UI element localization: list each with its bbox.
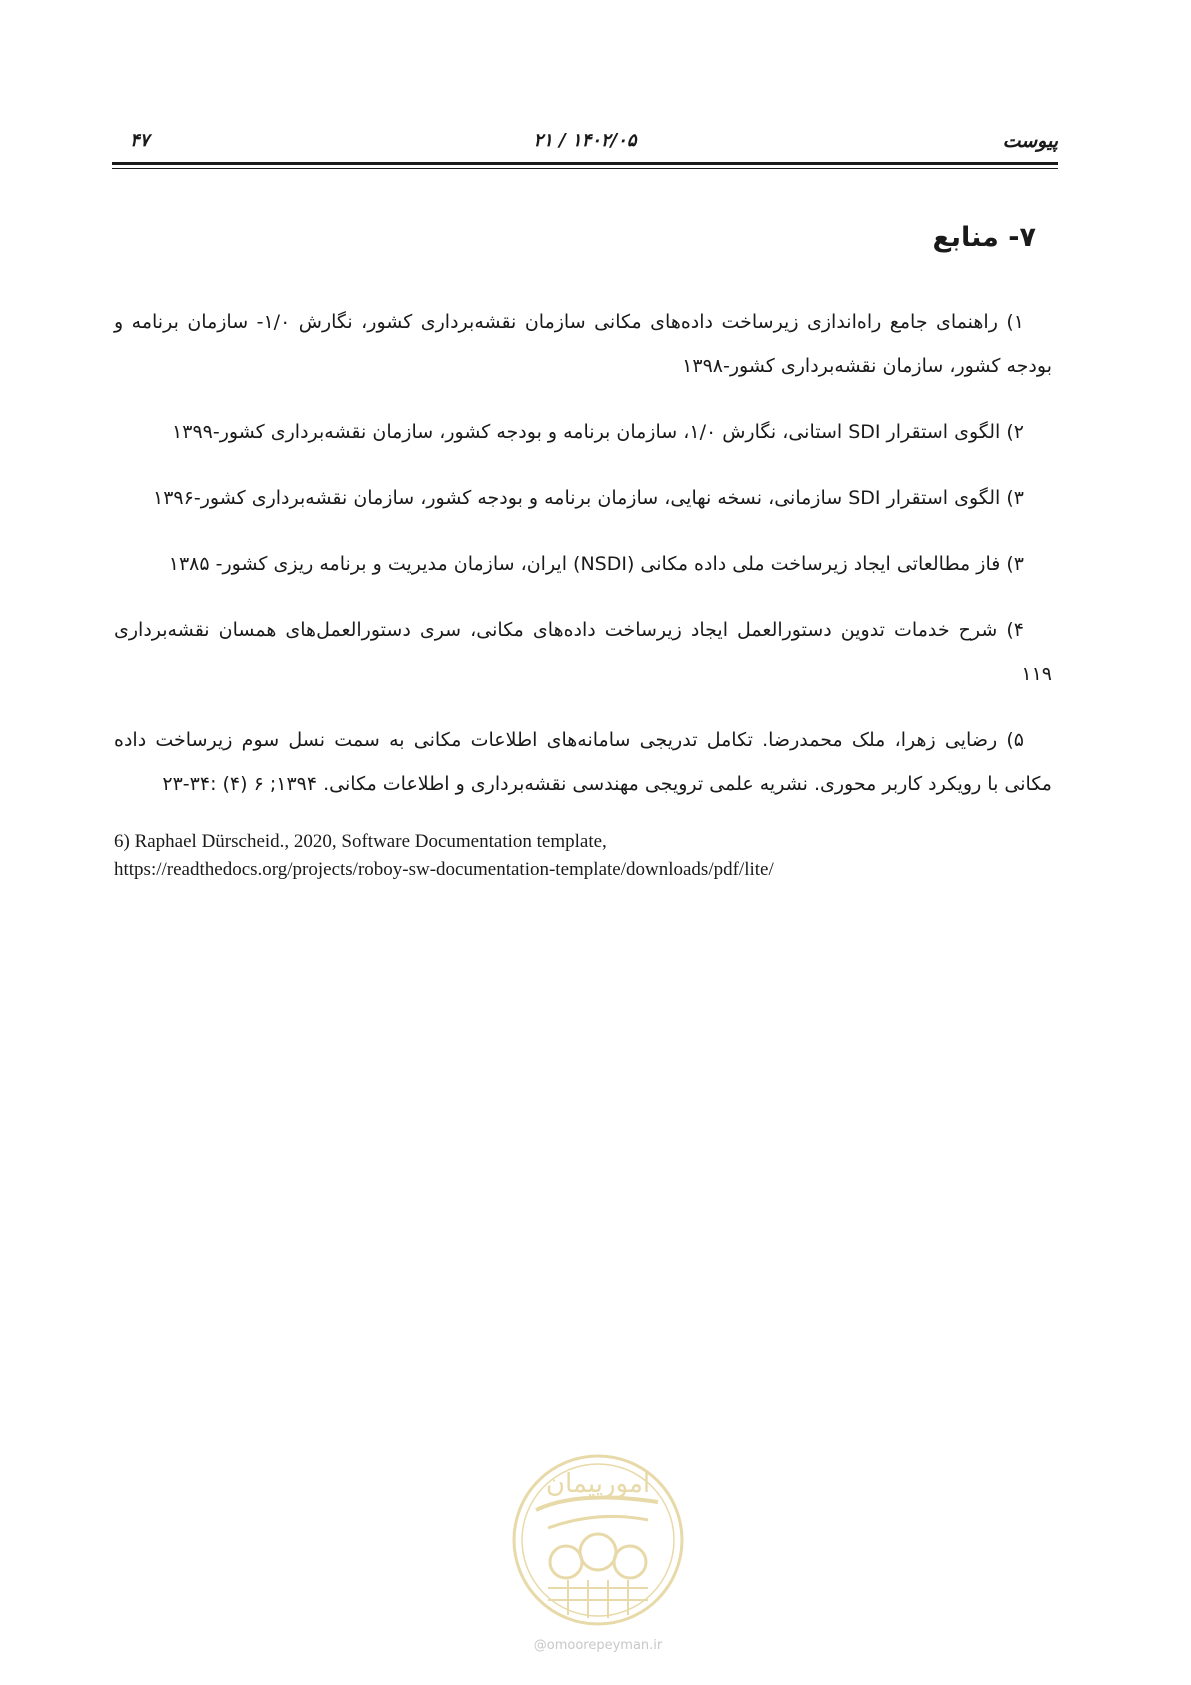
header-divider-thin bbox=[112, 168, 1058, 169]
header-divider-thick bbox=[112, 162, 1058, 165]
reference-item: ۱) راهنمای جامع راه‌اندازی زیرساخت داده‌های مکانی سازمان نقشه‌برداری کشور، نگارش ۱/۰- سازمان برنامه و بودجه کشور، سازمان نقشه‌برداری کشور-۱۳۹۸ bbox=[114, 311, 1052, 377]
page-header bbox=[112, 130, 1058, 160]
reference-item: ۲) الگوی استقرار SDI استانی، نگارش ۱/۰، سازمان برنامه و بودجه کشور، سازمان نقشه‌برداری کشور-۱۳۹۹ bbox=[172, 421, 1024, 443]
watermark-logo bbox=[508, 1450, 688, 1630]
section-title: ۷- منابع bbox=[932, 222, 1036, 253]
reference-english-citation: 6) Raphael Dürscheid., 2020, Software Documentation template, bbox=[114, 831, 607, 852]
reference-item: ۵) رضایی زهرا، ملک محمدرضا. تکامل تدریجی سامانه‌های اطلاعات مکانی به سمت نسل سوم زیرساخت داده مکانی با رویکرد کاربر محوری. نشریه علمی ترویجی مهندسی نقشه‌برداری و اطلاعات مکانی. ۱۳۹۴; ۶ (۴) :۳۴-۲۳ bbox=[114, 729, 1052, 795]
reference-item: ۳) الگوی استقرار SDI سازمانی، نسخه نهایی، سازمان برنامه و بودجه کشور، سازمان نقشه‌برداری کشور-۱۳۹۶ bbox=[153, 487, 1024, 509]
reference-english-url: https://readthedocs.org/projects/roboy-sw-documentation-template/downloads/pdf/lite/ bbox=[114, 859, 774, 880]
reference-list bbox=[114, 300, 1052, 884]
watermark-logo-text: امورپیمان bbox=[545, 1469, 651, 1499]
header-date: ۱۴۰۲/۰۵ / ۲۱ bbox=[533, 130, 637, 151]
header-section-title: پیوست bbox=[1002, 130, 1058, 152]
reference-item-english bbox=[114, 828, 1052, 884]
watermark-caption: @omoorepeyman.ir bbox=[533, 1638, 663, 1653]
watermark-seal-icon bbox=[508, 1450, 688, 1630]
reference-item: ۴) شرح خدمات تدوین دستورالعمل ایجاد زیرساخت داده‌های مکانی، سری دستورالعمل‌های همسان نقشه‌برداری ۱۱۹ bbox=[114, 619, 1052, 685]
header-page-number: ۴۷ bbox=[130, 130, 150, 151]
reference-item: ۳) فاز مطالعاتی ایجاد زیرساخت ملی داده مکانی (NSDI) ایران، سازمان مدیریت و برنامه ریزی کشور- ۱۳۸۵ bbox=[168, 553, 1024, 575]
